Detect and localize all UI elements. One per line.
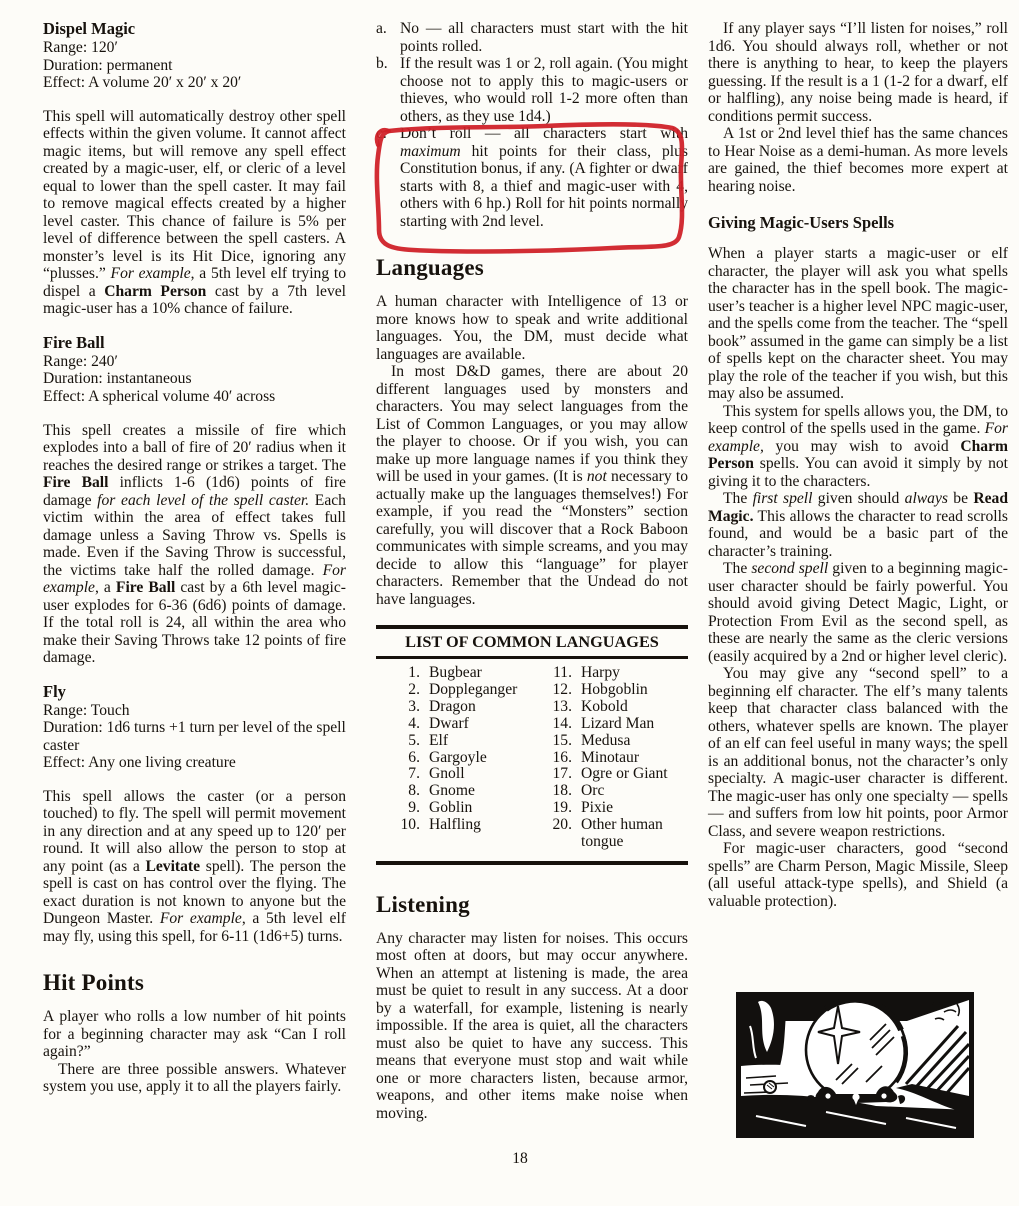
language-number: 9. <box>408 799 420 817</box>
spell-stat-range: Range: Touch <box>43 701 130 719</box>
languages-table-column-1 <box>376 665 536 851</box>
language-entry <box>388 733 536 750</box>
language-number: 20. <box>552 816 572 834</box>
giving-spells-paragraph: When a player starts a magic-user or elf character, the player will ask you what spells the character has in the spell book. The magic-user’s teacher is a higher level NPC magic-user, and the spells come from the teacher. The “spell book” assumed in the game can simply be a list of spells kept on the character sheet. You may play the role of the teacher if you wish, but this may also be assumed. <box>708 245 1008 402</box>
languages-table <box>376 625 688 865</box>
spell-fire-ball <box>43 334 346 667</box>
answer-item-c <box>376 125 688 230</box>
language-name: Minotaur <box>581 748 640 766</box>
language-entry <box>388 750 536 767</box>
languages-table-column-2 <box>536 665 688 851</box>
spell-dispel-magic <box>43 20 346 318</box>
spell-stat-range: Range: 120′ <box>43 39 118 56</box>
language-entry <box>388 817 536 834</box>
language-name: Doppleganger <box>429 680 518 698</box>
languages-table-body <box>376 659 688 859</box>
language-number: 4. <box>408 714 420 732</box>
language-entry <box>388 716 536 733</box>
language-name: Harpy <box>581 664 620 681</box>
language-number: 17. <box>552 765 572 783</box>
giving-spells-paragraph: You may give any “second spell” to a beginning elf character. The elf’s many talents keep that character class balanced with the others, whatever spells are known. The player of an elf can feel useful in many ways; the spell is an additional bonus, not the character’s only specialty. A magic-user character is different. The magic-user has only one specialty — spells — and suffers from low hit points, poor Armor Class, and severe weapon restrictions. <box>708 665 1008 840</box>
language-entry <box>540 716 688 733</box>
language-name: Dragon <box>429 697 476 715</box>
language-entry <box>540 800 688 817</box>
language-entry <box>388 800 536 817</box>
language-number: 5. <box>408 731 420 749</box>
language-entry <box>540 733 688 750</box>
hit-points-paragraph: A player who rolls a low number of hit points for a beginning character may ask “Can I roll again?” <box>43 1008 346 1061</box>
giving-spells-paragraph: For magic-user characters, good “second spells” are Charm Person, Magic Missile, Sleep (all useful attack-type spells), and Shield (a valuable protection). <box>708 840 1008 910</box>
spell-stat-range: Range: 240′ <box>43 352 118 370</box>
language-number: 7. <box>408 765 420 783</box>
language-name: Pixie <box>581 799 614 817</box>
listening-continued-paragraph: A 1st or 2nd level thief has the same chances to Hear Noise as a demi-human. As more levels are gained, the thief becomes more expert at hearing noise. <box>708 125 1008 195</box>
language-number: 16. <box>552 748 572 766</box>
page-number: 18 <box>512 1150 528 1167</box>
section-title-giving-magic-users-spells: Giving Magic-Users Spells <box>708 213 895 232</box>
language-name: Hobgoblin <box>581 680 648 698</box>
language-number: 6. <box>408 748 420 766</box>
language-name: Gargoyle <box>429 748 487 766</box>
language-number: 12. <box>552 680 572 698</box>
language-entry <box>540 766 688 783</box>
section-title-languages: Languages <box>376 255 484 280</box>
language-number: 14. <box>552 714 572 732</box>
language-entry <box>540 783 688 800</box>
hit-points-paragraph: There are three possible answers. Whatever system you use, apply it to all the players fairly. <box>43 1060 346 1096</box>
answer-item-a <box>376 20 688 55</box>
language-name: Elf <box>429 731 449 749</box>
giving-spells-paragraph: The second spell given to a beginning magic-user character should be fairly powerful. You should avoid giving Detect Magic, Light, or Protection From Evil as the second spell, as these are nearly the same as the cleric versions (easily acquired by a 2nd or higher level cleric). <box>708 560 1008 665</box>
right-column <box>708 20 1008 910</box>
section-title-listening: Listening <box>376 891 470 917</box>
spell-stat-effect: Effect: A spherical volume 40′ across <box>43 387 276 405</box>
spell-stat-duration: Duration: instantaneous <box>43 370 192 388</box>
language-name: Goblin <box>429 799 473 817</box>
answer-marker: c. <box>376 125 387 142</box>
listening-paragraph: Any character may listen for noises. This occurs most often at doors, but may occur anywhere. When an attempt at listening is made, the area must be quiet to result in any success. At a door by a waterfall, for example, listening is nearly impossible. If the area is quiet, all the characters must also be quiet to have any success. This means that everyone must stop and wait while one or more characters listen, because armor, weapons, and other items make noise when moving. <box>376 929 688 1122</box>
spell-title: Dispel Magic <box>43 19 136 38</box>
answer-item-b <box>376 55 688 125</box>
language-name: Lizard Man <box>581 714 655 732</box>
language-name: Kobold <box>581 697 628 715</box>
spell-title: Fire Ball <box>43 332 105 352</box>
language-entry <box>388 665 536 682</box>
crystal-ball-illustration <box>736 992 974 1138</box>
spell-stat-duration: Duration: permanent <box>43 56 173 74</box>
answer-text: If the result was 1 or 2, roll again. (You might choose not to apply this to magic-users or thieves, who would roll 1-2 more often than others, as they use 1d4.) <box>400 55 688 125</box>
answer-marker: b. <box>376 55 388 72</box>
languages-table-title: LIST OF COMMON LANGUAGES <box>376 629 688 659</box>
language-name: Gnome <box>429 782 475 800</box>
language-entry <box>540 817 688 851</box>
language-entry <box>540 750 688 767</box>
language-name: Orc <box>581 782 605 800</box>
middle-column <box>376 20 688 1122</box>
language-number: 8. <box>408 782 420 800</box>
language-name: Halfling <box>429 816 481 834</box>
languages-paragraph: In most D&D games, there are about 20 different languages used by monsters and characters. You may select languages from the List of Common Languages, or you may allow the player to choose. Or if you wish, you can make up more language names if you think they will be used in your games. (It is not necessary to actually make up the languages themselves!) For example, if you read the “Monsters” section carefully, you will discover that a Rock Baboon communicates with simple screams, and you may decide to allow this “language” for player characters. Remember that the Undead do not have languages. <box>376 363 688 608</box>
giving-spells-paragraph: This system for spells allows you, the DM, to keep control of the spells used in the game. For example, you may wish to avoid Charm Person spells. You can avoid it simply by not giving it to the characters. <box>708 402 1008 490</box>
language-entry <box>388 783 536 800</box>
language-entry <box>388 766 536 783</box>
section-title-hit-points: Hit Points <box>43 970 145 996</box>
spell-fly <box>43 683 346 946</box>
language-number: 18. <box>552 782 572 800</box>
answer-marker: a. <box>376 20 387 37</box>
language-name: Other human tongue <box>581 816 663 851</box>
spell-description: This spell will automatically destroy other spell effects within the given volume. It cannot affect magic items, but will remove any spell effect created by a magic-user, elf, or cleric of a level equal to lower than the spell caster. It may fail to remove magical effects created by a higher level caster. This chance of failure is 5% per level of difference between the spell casters. A monster’s level is its Hit Dice, ignoring any “plusses.” For example, a 5th level elf trying to dispel a Charm Person cast by a 7th level magic-user has a 10% chance of failure. <box>43 107 347 318</box>
language-entry <box>388 682 536 699</box>
language-number: 19. <box>552 799 572 817</box>
answer-text: No — all characters must start with the hit points rolled. <box>400 20 688 55</box>
language-number: 3. <box>408 697 420 715</box>
giving-spells-paragraph: The first spell given should always be Read Magic. This allows the character to read scrolls found, and would be a basic part of the character’s training. <box>708 490 1008 560</box>
language-number: 13. <box>552 697 572 715</box>
left-column <box>43 20 346 1096</box>
spell-description: This spell allows the caster (or a person touched) to fly. The spell will permit movement in any direction and at any speed up to 120′ per round. It will also allow the person to stop at any point (as a Levitate spell). The person the spell is cast on has control over the flying. The exact duration is not known to anyone but the Dungeon Master. For example, a 5th level elf may fly, using this spell, for 6-11 (1d6+5) turns. <box>43 787 347 945</box>
language-number: 11. <box>553 664 572 681</box>
language-number: 1. <box>408 664 420 681</box>
language-entry <box>540 682 688 699</box>
language-number: 15. <box>552 731 572 749</box>
language-number: 10. <box>400 816 420 834</box>
spell-stat-effect: Effect: A volume 20′ x 20′ x 20′ <box>43 74 242 92</box>
listening-continued-paragraph: If any player says “I’ll listen for noises,” roll 1d6. You should always roll, whether or not there is anything to hear, to keep the players guessing. If the result is a 1 (1-2 for a dwarf, elf or halfling), any noise being made is heard, if conditions permit success. <box>708 20 1008 125</box>
languages-paragraph: A human character with Intelligence of 13 or more knows how to speak and write additional languages. You, the DM, must decide what languages are available. <box>376 293 688 363</box>
spell-stat-effect: Effect: Any one living creature <box>43 754 236 772</box>
spell-stat-duration: Duration: 1d6 turns +1 turn per level of the spell caster <box>43 719 346 754</box>
language-name: Dwarf <box>429 714 469 732</box>
language-name: Bugbear <box>429 664 482 681</box>
language-entry <box>388 699 536 716</box>
language-name: Gnoll <box>429 765 465 783</box>
spell-title: Fly <box>43 681 66 701</box>
language-entry <box>540 699 688 716</box>
language-number: 2. <box>408 680 420 698</box>
language-entry <box>540 665 688 682</box>
language-name: Medusa <box>581 731 631 749</box>
language-name: Ogre or Giant <box>581 765 668 783</box>
answer-text: Don’t roll — all characters start with maximum hit points for their class, plus Constitution bonus, if any. (A fighter or dwarf starts with 8, a thief and magic-user with 4, others with 6 hp.) Roll for hit points normally starting with 2nd level. <box>400 125 688 230</box>
spell-description: This spell creates a missile of fire which explodes into a ball of fire of 20′ radius when it reaches the desired range or strikes a target. The Fire Ball inflicts 1-6 (1d6) points of fire damage for each level of the spell caster. Each victim within the area of effect takes full damage unless a Saving Throw vs. Spells is made. Even if the Saving Throw is successful, the victims take half the rolled damage. For example, a Fire Ball cast by a 6th level magic-user explodes for 6-36 (6d6) points of damage. If the total roll is 24, all within the area who make their Saving Throws take 12 points of fire damage. <box>43 421 346 667</box>
